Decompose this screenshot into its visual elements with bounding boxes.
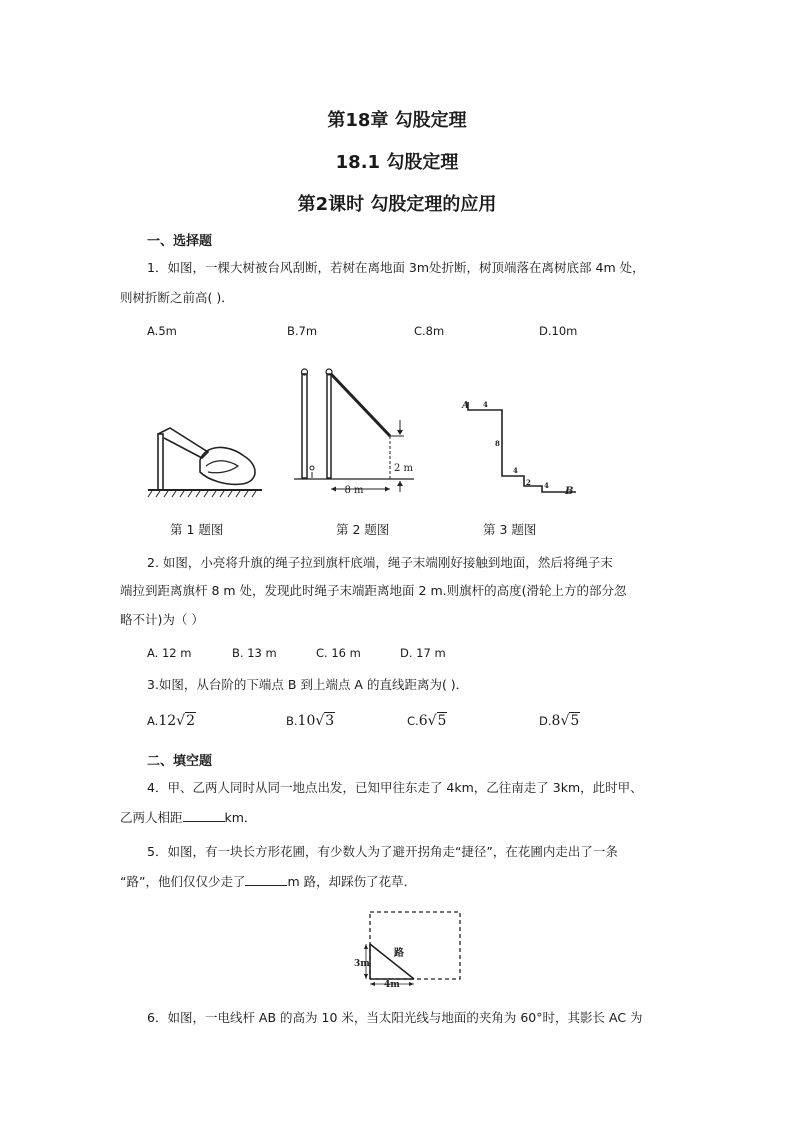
q3-option-d: D.8√5	[539, 713, 580, 729]
q3-option-a-radicand: 2	[186, 713, 195, 729]
q3-option-b-radicand: 3	[325, 713, 335, 729]
figure-1-broken-tree	[146, 420, 266, 498]
q2-option-d: D. 17 m	[400, 646, 446, 660]
q3-option-d-radicand: 5	[570, 713, 580, 729]
q4-answer-blank[interactable]	[183, 809, 225, 822]
section-title: 18.1 勾股定理	[335, 152, 459, 173]
q2-option-c: C. 16 m	[316, 646, 361, 660]
q1-option-a: A.5m	[147, 324, 177, 338]
section-heading-fill: 二、填空题	[147, 754, 213, 769]
q4-line2-pre: 乙两人相距	[120, 810, 183, 825]
figure-3-caption: 第 3 题图	[483, 522, 537, 537]
q3-option-c-coef: 6	[418, 713, 428, 729]
q3-option-d-coef: 8	[551, 713, 561, 729]
fig3-label-a: A	[462, 401, 469, 411]
q3-option-a: A.12√2	[147, 713, 195, 729]
fig3-label-4b: 4	[513, 466, 518, 475]
q5-answer-blank[interactable]	[245, 873, 287, 886]
fig3-label-4a: 4	[483, 400, 488, 409]
q3-option-c-radicand: 5	[437, 713, 447, 729]
fig5-label-road: 路	[394, 948, 404, 959]
q5-line2-pre: “路”，他们仅仅少走了	[120, 874, 246, 889]
q3-option-d-letter: D.	[539, 714, 552, 728]
q5-line2	[120, 868, 416, 896]
lesson-title: 第2课时 勾股定理的应用	[297, 194, 497, 215]
q4-line2-post: km．	[224, 810, 257, 825]
q3-option-a-coef: 12	[158, 713, 177, 729]
q5-line2-post: m 路，却踩伤了花草．	[287, 874, 417, 889]
q2-option-b: B. 13 m	[232, 646, 277, 660]
figure-5-garden	[354, 908, 464, 990]
fig5-label-4m: 4m	[384, 980, 400, 990]
fig5-label-3m: 3m	[354, 959, 370, 969]
q1-line1: 1．如图，一棵大树被台风刮断，若树在离地面 3m处折断，树顶端落在离树底部 4m 处，	[147, 260, 645, 275]
q4-line2	[120, 804, 256, 832]
q3-option-a-letter: A.	[147, 714, 159, 728]
q2-option-a: A. 12 m	[147, 646, 192, 660]
section-heading-choice: 一、选择题	[147, 234, 213, 249]
fig2-label-2m: 2 m	[394, 463, 414, 474]
figure-1-caption: 第 1 题图	[170, 522, 224, 537]
q1-option-b: B.7m	[287, 324, 318, 338]
chapter-title: 第18章 勾股定理	[327, 110, 467, 131]
fig3-label-2: 2	[526, 478, 531, 487]
q3-option-c-letter: C.	[407, 714, 419, 728]
figure-3-staircase	[458, 394, 588, 498]
q1-option-d: D.10m	[539, 324, 578, 338]
q4-line1: 4．甲、乙两人同时从同一地点出发，已知甲往东走了 4km，乙往南走了 3km，此时甲、	[147, 780, 643, 795]
fig2-label-8m: 8 m	[344, 485, 364, 496]
figure-2-flagpole	[294, 368, 416, 496]
fig3-label-4c: 4	[544, 481, 549, 490]
q3-question: 3.如图，从台阶的下端点 B 到上端点 A 的直线距离为( )．	[147, 677, 469, 692]
q6-line1: 6．如图，一电线杆 AB 的高为 10 米，当太阳光线与地面的夹角为 60°时，其影长 AC 为	[147, 1010, 643, 1025]
q3-option-b-coef: 10	[297, 713, 316, 729]
q1-line2: 则树折断之前高( )．	[120, 290, 234, 305]
figure-2-caption: 第 2 题图	[336, 522, 390, 537]
q1-option-c: C.8m	[414, 324, 445, 338]
q5-line1: 5．如图，有一块长方形花圃，有少数人为了避开拐角走“捷径”，在花圃内走出了一条	[147, 844, 618, 859]
q2-line2: 端拉到距离旗杆 8 m 处，发现此时绳子末端距离地面 2 m.则旗杆的高度(滑轮上方的部分忽	[120, 583, 627, 598]
q2-line1: 2. 如图，小亮将升旗的绳子拉到旗杆底端，绳子末端刚好接触到地面，然后将绳子末	[147, 555, 613, 570]
q2-line3: 略不计)为（ ）	[120, 612, 204, 627]
fig3-label-b: B	[565, 486, 574, 497]
q3-option-b: B.10√3	[286, 713, 335, 729]
q3-option-b-letter: B.	[286, 714, 298, 728]
fig3-label-8: 8	[495, 439, 500, 448]
q3-option-c: C.6√5	[407, 713, 447, 729]
